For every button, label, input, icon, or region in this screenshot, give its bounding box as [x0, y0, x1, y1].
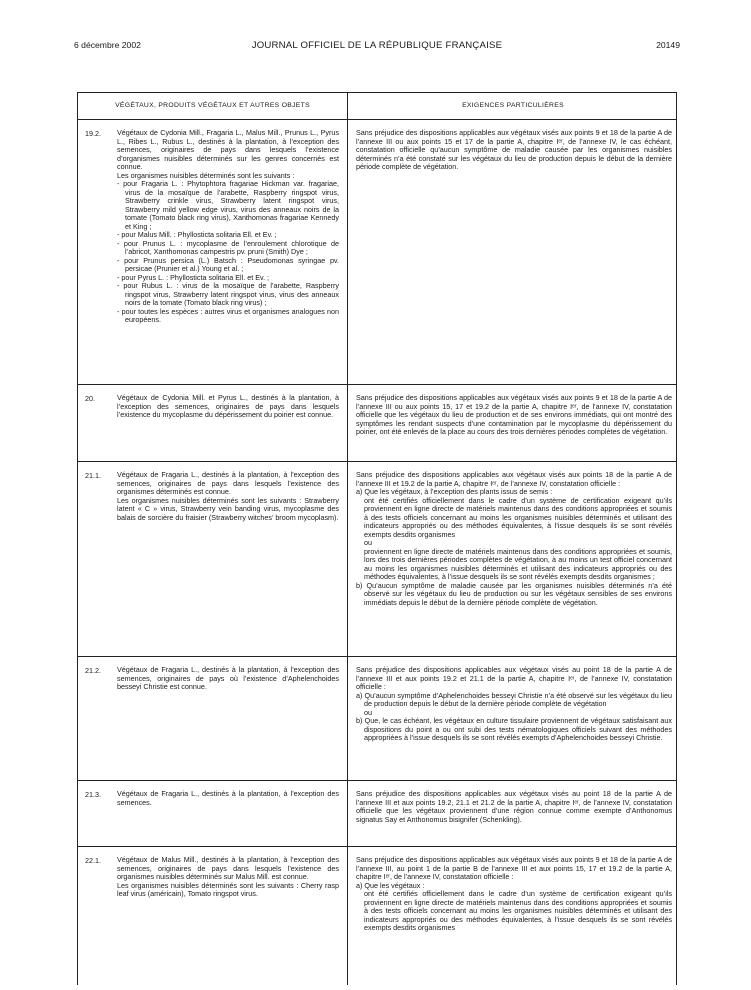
row-requirements [356, 394, 672, 437]
row-number: 19.2. [85, 129, 101, 138]
row-number: 21.1. [85, 471, 101, 480]
row-text: Végétaux de Fragaria L., destinés à la plantation, à l’exception des semences, originaires de pays dans lesquels l’existence des organismes déterminés est connue. [117, 470, 339, 496]
row-products [117, 666, 339, 692]
regulation-table [77, 92, 677, 985]
row-text: Sans préjudice des dispositions applicables aux végétaux visés aux points 9 et 18 de la partie A de l’annexe III, au point 1 de la partie B de l’annexe III et aux points 15, 17 et 19.2 de la partie A, chapitre Iᵉʳ, de l’annexe IV, constatation officielle : [356, 855, 672, 881]
row-text: Sans préjudice des dispositions applicables aux végétaux visés au point 18 de la partie A de l’annexe III et aux points 19.2, 21.1 et 21.2 de la partie A, chapitre Iᵉʳ, de l’annexe IV, constatation officielle que les végétaux proviennent d’une région connue comme exempte d’Anthonomus signatus Say et Anthonomus bisignifer (Schenkling). [356, 789, 672, 824]
row-requirements [356, 856, 672, 933]
table-row [78, 656, 676, 781]
row-text: ont été certifiés officiellement dans le cadre d’un système de certification exigeant qu’ils proviennent en ligne directe de matériels maintenus dans des conditions appropriées et soumis à des tests officiels concernant au moins les organismes nuisibles déterminés et utilisant des indicateurs appropriés ou des méthodes équivalentes, à l’issue desquels ils se sont révélés exempts desdits organismes [364, 889, 672, 932]
row-requirements [356, 666, 672, 743]
row-number: 20. [85, 394, 95, 403]
row-text: Sans préjudice des dispositions applicables aux végétaux visés aux points 9 et 18 de la partie A de l’annexe III ou aux points 15 et 17 de la partie A, chapitre Iᵉʳ, de l’annexe IV, le cas échéant, constatation officielle qu’aucun symptôme de maladie causée par les organismes nuisibles déterminés n’a été constaté sur les végétaux du lieu de production depuis le début de la dernière période complète de végétation. [356, 128, 672, 171]
row-text: ou [364, 707, 372, 717]
table-row [78, 384, 676, 462]
row-list-item: b) Qu’aucun symptôme de maladie causée par les organismes nuisibles déterminés n’a été observé sur les végétaux du lieu de production ou sur les végétaux sensibles de ses environs immédiats depuis le début de la dernière période complète de végétation. [356, 580, 672, 607]
row-products [117, 394, 339, 420]
row-requirements [356, 790, 672, 824]
row-text: Sans préjudice des dispositions applicables aux végétaux visés aux points 9 et 18 de la partie A de l’annexe III ou aux points 15, 17 et 19.2 de la partie A, chapitre Iᵉʳ, de l’annexe IV, constatation officielle que les végétaux du lieu de production et de ses environs immédiats, qui ont montré des symptômes les rendant suspects d’une contamination par le mycoplasme du dépérissement du poirier, ont été enlevés de la place au cours des trois dernières périodes complètes de végétation. [356, 393, 672, 436]
journal-title: JOURNAL OFFICIEL DE LA RÉPUBLIQUE FRANÇAISE [251, 40, 503, 51]
row-list-item: b) Que, le cas échéant, les végétaux en culture tissulaire proviennent de végétaux satisfaisant aux dispositions du point a ou ont subi des tests nématologiques officiels suivant des méthodes appropriées à l’issue desquels ils se sont révélés exempts d’Aphelenchoides besseyi Christie. [356, 716, 672, 742]
row-text: ont été certifiés officiellement dans le cadre d’un système de certification exigeant qu’ils proviennent en ligne directe de matériels maintenus dans des conditions appropriées et soumis à des tests officiels concernant au moins les organismes nuisibles déterminés et utilisant des indicateurs appropriés ou des méthodes équivalentes, à l’issue desquels ils se sont révélés exempts desdits organismes [364, 495, 672, 539]
row-list-item: - pour Rubus L. : virus de la mosaïque de l’arabette, Raspberry ringspot virus, Strawberry latent ringspot virus, virus des anneaux noirs de la tomate (Tomato black ring virus) ; [117, 281, 339, 307]
row-products [117, 471, 339, 522]
row-list-item: - pour Malus Mill. : Phyllosticta solitaria Ell. et Ev. ; [117, 230, 277, 239]
table-row [78, 461, 676, 657]
row-list-item: a) Que les végétaux, à l’exception des plants issus de semis : [356, 487, 553, 496]
row-text: Les organismes nuisibles déterminés sont les suivants : [117, 170, 295, 180]
row-list-item: - pour Pyrus L. : Phyllosticta solitaria Ell. et Ev. ; [117, 272, 270, 282]
page-number: 20149 [656, 40, 680, 50]
page-header [74, 40, 680, 56]
row-number: 21.2. [85, 666, 101, 675]
issue-date: 6 décembre 2002 [74, 40, 141, 50]
row-products [117, 129, 339, 325]
row-requirements [356, 471, 672, 607]
row-requirements [356, 129, 672, 172]
table-header [78, 93, 676, 120]
row-list-item: - pour Prunus persica (L.) Batsch : Pseudomonas syringae pv. persicae (Prunier et al.) Young et al. ; [117, 255, 339, 273]
row-list-item: a) Qu’aucun symptôme d’Aphelenchoides besseyi Christie n’a été observé sur les végétaux du lieu de production depuis le début de la dernière période complète de végétation [356, 690, 672, 708]
row-text: Sans préjudice des dispositions applicables aux végétaux visés au point 18 de la partie A de l’annexe III et aux points 19.2 et 21.1 de la partie A, chapitre Iᵉʳ, de l’annexe IV, constatation officielle : [356, 665, 672, 691]
row-text: Végétaux de Malus Mill., destinés à la plantation, à l’exception des semences, originaires de pays dans lesquels l’existence des organismes nuisibles déterminés sur Malus Mill. est connue. [117, 855, 339, 881]
table-row [78, 119, 676, 385]
row-list-item: - pour toutes les espèces : autres virus et organismes analogues non européens. [117, 306, 339, 324]
row-text: Végétaux de Fragaria L., destinés à la plantation, à l’exception des semences. [117, 789, 339, 807]
row-list-item: - pour Prunus L. : mycoplasme de l’enroulement chlorotique de l’abricot, Xanthomonas campestris pv. pruni (Smith) Dye ; [117, 238, 339, 256]
row-list-item: - pour Fragaria L. : Phytophtora fragariae Hickman var. fragariae, virus de la mosaïque de l’arabette, Raspberry ringspot virus, Strawberry crinkle virus, Strawberry latent ringspot virus, Strawberry mild yellow edge virus, virus des anneaux noirs de la tomate (Tomato black ring virus), Xanthomonas fragariae Kennedy et King ; [117, 179, 339, 231]
table-row [78, 846, 676, 986]
column-header-requirements: EXIGENCES PARTICULIÈRES [462, 102, 564, 109]
row-list-item: a) Que les végétaux : [356, 880, 425, 890]
row-text: Les organismes nuisibles déterminés sont les suivants : Strawberry latent « C » virus, Strawberry vein banding virus, mycoplasme des balais de sorcière du fraisier (Strawberry witches’ broom mycoplasm). [117, 495, 339, 522]
row-number: 22.1. [85, 856, 101, 865]
row-text: Les organismes nuisibles déterminés sont les suivants : Cherry rasp leaf virus (américain), Tomato ringspot virus. [117, 880, 339, 898]
row-text: Végétaux de Fragaria L., destinés à la plantation, à l’exception des semences, originaires de pays où l’existence d’Aphelenchoides besseyi Christie est connue. [117, 665, 339, 691]
row-text: Sans préjudice des dispositions applicables aux végétaux visés aux points 18 de la partie A de l’annexe III et 19.2 de la partie A, chapitre Iᵉʳ, de l’annexe IV, constatation officielle : [356, 470, 672, 488]
row-text: ou [364, 538, 372, 547]
row-text: proviennent en ligne directe de matériels maintenus dans des conditions appropriées et soumis, lors des trois dernières périodes complètes de végétation, à au moins un test officiel concernant au moins les organismes nuisibles déterminés et utilisant des indicateurs appropriés ou des méthodes équivalentes, à l’issue desquels ils se sont révélés exempts desdits organismes ; [364, 546, 672, 581]
row-text: Végétaux de Cydonia Mill., Fragaria L., Malus Mill., Prunus L., Pyrus L., Ribes L., Rubus L., destinés à la plantation, à l’exception des semences, originaires de pays dans lesquels l’existence d’organismes nuisibles déterminés sur les genres concernés est connue. [117, 128, 339, 171]
row-products [117, 790, 339, 807]
row-products [117, 856, 339, 899]
table-row [78, 780, 676, 847]
row-text: Végétaux de Cydonia Mill. et Pyrus L., destinés à la plantation, à l’exception des semences, originaires de pays dans lesquels l’existence du mycoplasme du dépérissement du poirier est connue. [117, 393, 339, 419]
row-number: 21.3. [85, 790, 101, 799]
column-header-products: VÉGÉTAUX, PRODUITS VÉGÉTAUX ET AUTRES OBJETS [115, 102, 310, 109]
